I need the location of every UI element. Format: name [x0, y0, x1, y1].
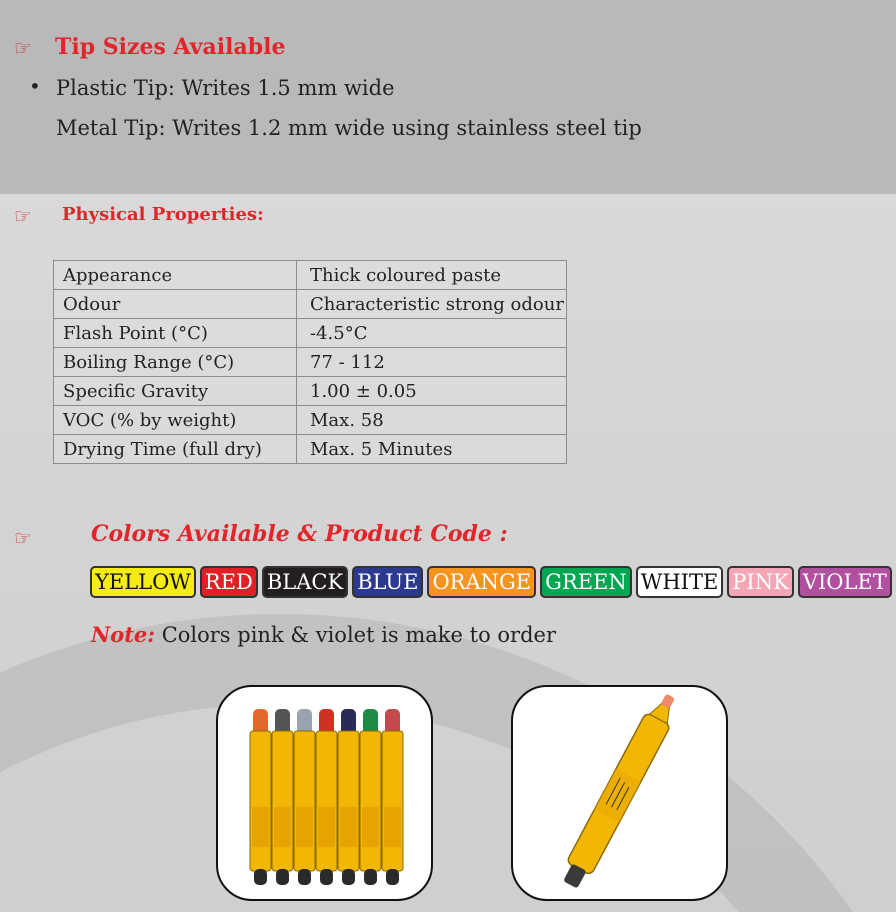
property-name: Appearance: [54, 261, 297, 290]
pointing-hand-icon: ☞: [14, 36, 32, 60]
marker-part: [364, 869, 377, 885]
property-value: Max. 5 Minutes: [297, 435, 567, 464]
single-marker-illustration: [513, 687, 726, 899]
tip-size-plastic: Plastic Tip: Writes 1.5 mm wide: [56, 76, 395, 100]
marker-part: [338, 731, 359, 871]
property-row: [54, 348, 567, 377]
property-value: -4.5°C: [297, 319, 567, 348]
marker-part: [362, 807, 379, 847]
marker-part: [360, 731, 381, 871]
property-name: VOC (% by weight): [54, 406, 297, 435]
marker-part: [272, 731, 293, 871]
property-name: Drying Time (full dry): [54, 435, 297, 464]
property-value: 77 - 112: [297, 348, 567, 377]
pointing-hand-icon: ☞: [14, 204, 32, 228]
property-value: Thick coloured paste: [297, 261, 567, 290]
property-row: [54, 435, 567, 464]
pointing-hand-icon: ☞: [14, 526, 32, 550]
property-name: Odour: [54, 290, 297, 319]
color-swatch-yellow: YELLOW: [90, 566, 196, 598]
property-value: Characteristic strong odour: [297, 290, 567, 319]
color-swatch-black: BLACK: [262, 566, 348, 598]
marker-part: [386, 869, 399, 885]
color-swatch-pink: PINK: [727, 566, 794, 598]
marker-part: [318, 807, 335, 847]
note-label: Note:: [91, 622, 156, 647]
color-swatch-orange: ORANGE: [427, 566, 536, 598]
marker-part: [340, 807, 357, 847]
decorative-swoosh: [0, 614, 896, 912]
marker-part: [384, 807, 401, 847]
marker-part: [294, 731, 315, 871]
property-value: 1.00 ± 0.05: [297, 377, 567, 406]
physical-properties-heading: Physical Properties:: [62, 204, 264, 225]
marker-set-photo: [216, 685, 433, 901]
color-swatch-blue: BLUE: [352, 566, 423, 598]
marker-part: [276, 869, 289, 885]
marker-part: [320, 869, 333, 885]
note-line: [91, 622, 556, 647]
bullet-icon: •: [29, 74, 41, 98]
marker-part: [250, 731, 271, 871]
marker-set-illustration: [218, 687, 431, 899]
marker-part: [342, 869, 355, 885]
color-swatch-white: WHITE: [636, 566, 724, 598]
property-row: [54, 377, 567, 406]
physical-properties-table: [53, 260, 567, 464]
color-swatch-violet: VIOLET: [798, 566, 892, 598]
property-value: Max. 58: [297, 406, 567, 435]
property-name: Flash Point (°C): [54, 319, 297, 348]
marker-part: [298, 869, 311, 885]
property-row: [54, 290, 567, 319]
marker-part: [382, 731, 403, 871]
colors-heading: Colors Available & Product Code :: [91, 521, 508, 547]
property-row: [54, 406, 567, 435]
property-name: Specific Gravity: [54, 377, 297, 406]
property-name: Boiling Range (°C): [54, 348, 297, 377]
marker-part: [254, 869, 267, 885]
color-swatch-red: RED: [200, 566, 258, 598]
color-swatch-green: GREEN: [540, 566, 632, 598]
property-row: [54, 261, 567, 290]
single-marker-photo: [511, 685, 728, 901]
marker-part: [252, 807, 269, 847]
marker-part: [296, 807, 313, 847]
note-text: Colors pink & violet is make to order: [161, 623, 556, 647]
marker-part: [274, 807, 291, 847]
tip-size-metal: Metal Tip: Writes 1.2 mm wide using stainless steel tip: [56, 116, 642, 140]
property-row: [54, 319, 567, 348]
tip-sizes-heading: Tip Sizes Available: [55, 34, 286, 60]
marker-part: [316, 731, 337, 871]
color-swatch-row: [90, 566, 892, 598]
